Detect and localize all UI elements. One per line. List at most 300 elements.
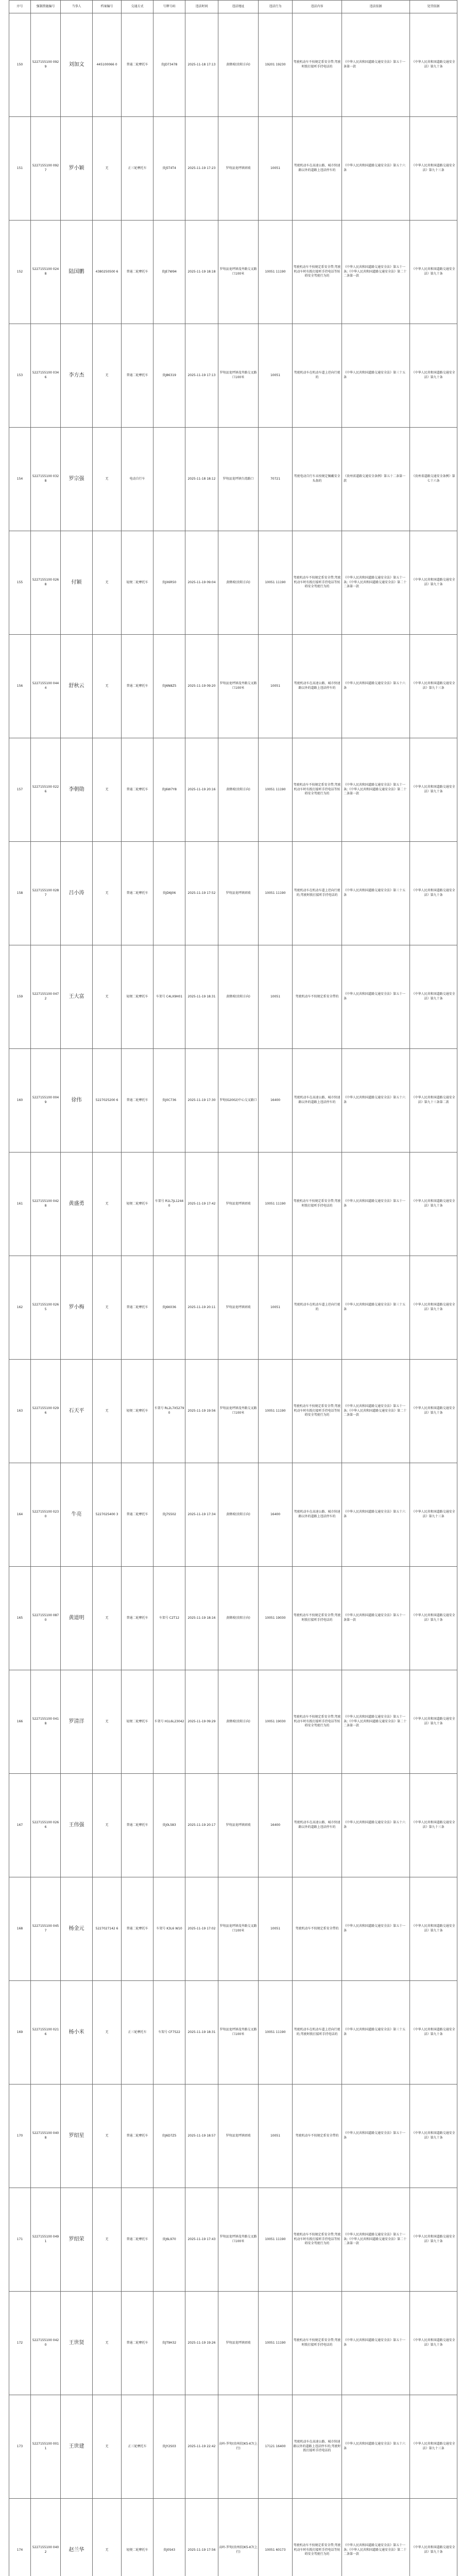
cell-legal-basis: 《中华人民共和国道路交通安全法》第五十一条;《中华人民共和国道路交通安全法》第二十二条第一款	[342, 531, 410, 635]
cell-plate: 贵J7S502	[153, 1463, 185, 1567]
cell-violation-content: 驾驶机动车在机动车道上逆向行驶的;驾驶时拨打接听手持电话的	[293, 842, 342, 945]
cell-place: 罗甸(G2002)中心交叉路口	[218, 1049, 259, 1153]
cell-legal-basis: 《中华人民共和国道路交通安全法》第五十一条第一款	[342, 1567, 410, 1670]
cell-certificate-no: 5227155100 0444	[31, 635, 61, 738]
cell-file-no: 无	[93, 1153, 122, 1256]
cell-violation-content: 驾驶机动车在高速公路、城市快速路以外的道路上违法停车的	[293, 1774, 342, 1877]
cell-legal-basis: 《中华人民共和国道路交通安全法》第五十一条;《中华人民共和国道路交通安全法》第二十二条第一款	[342, 221, 410, 324]
cell-party: 刘加文	[61, 13, 93, 117]
cell-time: 2025-11-19 19:26	[185, 2292, 218, 2395]
cell-place: 黄蜂坡(贵阳方向)	[218, 1463, 259, 1567]
cell-serial: 171	[9, 2188, 31, 2292]
cell-time: 2025-11-19 18:31	[185, 945, 218, 1049]
cell-place: 罗甸县龙坪镇茂井路交叉路口100米	[218, 324, 259, 428]
table-row	[9, 531, 457, 635]
cell-legal-basis: 《中华人民共和国道路交通安全法》第五十六条	[342, 635, 410, 738]
cell-certificate-no: 5227155100 0296	[31, 1360, 61, 1463]
cell-legal-basis: 《中华人民共和国道路交通安全法》第五十一条;《中华人民共和国道路交通安全法》第二十二条第一款	[342, 738, 410, 842]
cell-certificate-no: 5227155100 0248	[31, 221, 61, 324]
cell-violation-content: 驾驶机动车在高速公路、城市快速路以外的道路上违法停车的	[293, 1049, 342, 1153]
cell-certificate-no: 5227155100 0428	[31, 1153, 61, 1256]
cell-place: 罗甸县龙坪镇茂井路交叉路口100米	[218, 2188, 259, 2292]
cell-party: 王大富	[61, 945, 93, 1049]
cell-time: 2025-11-19 19:56	[185, 1360, 218, 1463]
header-time: 违法时间	[185, 1, 218, 13]
cell-vehicle-type: 普通二轮摩托车	[122, 1256, 153, 1360]
cell-vehicle-type: 普通二轮摩托车	[122, 1774, 153, 1877]
cell-plate: 贵J0S43	[153, 2499, 185, 2576]
cell-certificate-no: 5227155100 0929	[31, 13, 61, 117]
table-row	[9, 1670, 457, 1774]
cell-violation-code: 10051 11190	[259, 842, 293, 945]
cell-legal-basis: 《中华人民共和国道路交通安全法》第五十一条;《中华人民共和国道路交通安全法》第二十二条第一款	[342, 1360, 410, 1463]
cell-party: 付颖	[61, 531, 93, 635]
cell-serial: 150	[9, 13, 31, 117]
cell-file-no: 无	[93, 1256, 122, 1360]
cell-violation-code: 10051 11190	[259, 1981, 293, 2084]
table-row	[9, 2084, 457, 2188]
cell-file-no: 无	[93, 324, 122, 428]
cell-serial: 157	[9, 738, 31, 842]
cell-plate: 车架号 H1L6L23042	[153, 1670, 185, 1774]
cell-party: 罗小梅	[61, 1256, 93, 1360]
cell-plate: 贵J6K036	[153, 1256, 185, 1360]
cell-serial: 159	[9, 945, 31, 1049]
cell-plate: 贵J0C736	[153, 1049, 185, 1153]
table-row	[9, 13, 457, 117]
cell-penalty-basis: 《中华人民共和国道路交通安全法》第九十条	[410, 945, 457, 1049]
cell-party: 陆国鹏	[61, 221, 93, 324]
cell-place: 黄蜂坡(贵阳方向)	[218, 1567, 259, 1670]
cell-violation-code: 10051 11190	[259, 2188, 293, 2292]
cell-plate: 车架号 RL2L7X52790	[153, 1360, 185, 1463]
header-serial: 序号	[9, 1, 31, 13]
cell-vehicle-type: 电动自行车	[122, 428, 153, 531]
table-row	[9, 1774, 457, 1877]
cell-vehicle-type: 普通二轮摩托车	[122, 1463, 153, 1567]
cell-vehicle-type: 普通二轮摩托车	[122, 13, 153, 117]
cell-vehicle-type: 普通二轮摩托车	[122, 2084, 153, 2188]
cell-penalty-basis: 《中华人民共和国道路交通安全法》第九十条	[410, 2084, 457, 2188]
cell-certificate-no: 5227155100 0927	[31, 117, 61, 221]
cell-time: 2025-11-19 22:42	[185, 2395, 218, 2499]
cell-serial: 154	[9, 428, 31, 531]
cell-legal-basis: 《中华人民共和国道路交通安全法》第五十一条	[342, 1877, 410, 1981]
cell-place: 罗甸县龙坪镇团坡	[218, 117, 259, 221]
cell-vehicle-type: 普通二轮摩托车	[122, 2188, 153, 2292]
header-violation-content: 违法内容	[293, 1, 342, 13]
cell-party: 王世贤	[61, 2292, 93, 2395]
cell-penalty-basis: 《中华人民共和国道路交通安全法》第九十三条	[410, 2395, 457, 2499]
header-legal-basis: 违法依据	[342, 1, 410, 13]
cell-legal-basis: 《中华人民共和国道路交通安全法》第五十六条	[342, 2395, 410, 2499]
cell-vehicle-type: 轻便二轮摩托车	[122, 531, 153, 635]
cell-penalty-basis: 《中华人民共和国道路交通安全法》第九十条	[410, 324, 457, 428]
cell-violation-code: 10051 11190	[259, 221, 293, 324]
table-row	[9, 1360, 457, 1463]
cell-place: 罗甸县龙坪镇茂井路交叉路口100米	[218, 1877, 259, 1981]
cell-legal-basis: 《中华人民共和国道路交通安全法》第五十六条	[342, 1774, 410, 1877]
cell-penalty-basis: 《中华人民共和国道路交通安全法》第九十条	[410, 738, 457, 842]
cell-certificate-no: 5227155100 0408	[31, 2084, 61, 2188]
cell-vehicle-type: 轻便二轮摩托车	[122, 1153, 153, 1256]
cell-plate: 车架号 C2T12	[153, 1567, 185, 1670]
cell-place: 黄蜂坡(贵阳方向)	[218, 1670, 259, 1774]
cell-place: 罗甸县龙坪镇团坡	[218, 1256, 259, 1360]
cell-violation-content: 驾驶机动车在高速公路、城市快速路以外的道路上违法停车的;驾驶时拨打接听手持电话的	[293, 2395, 342, 2499]
cell-serial: 168	[9, 1877, 31, 1981]
cell-plate: 贵J0L583	[153, 1774, 185, 1877]
cell-violation-content: 驾驶电动自行车未按规定佩戴安全头盔的	[293, 428, 342, 531]
cell-plate: 贵J6D7Z5	[153, 2084, 185, 2188]
cell-file-no: 无	[93, 2084, 122, 2188]
cell-vehicle-type: 正三轮摩托车	[122, 1981, 153, 2084]
table-row	[9, 221, 457, 324]
cell-plate: 贵JX6R50	[153, 531, 185, 635]
cell-legal-basis: 《中华人民共和国道路交通安全法》第五十六条	[342, 1049, 410, 1153]
cell-vehicle-type: 普通二轮摩托车	[122, 1567, 153, 1670]
table-row	[9, 1256, 457, 1360]
cell-certificate-no: 5227155100 0420	[31, 2292, 61, 2395]
cell-file-no: 无	[93, 2292, 122, 2395]
cell-violation-code: 10051 11190	[259, 1360, 293, 1463]
cell-time: 2025-11-19 18:31	[185, 1981, 218, 2084]
cell-place: 罗甸县龙坪镇茂井路交叉路口100米	[218, 635, 259, 738]
cell-place: 高岭-罗甸(贵州段)K5-K7(上行)	[218, 2499, 259, 2576]
cell-place: 高岭-罗甸(贵州段)K5-K7(上行)	[218, 2395, 259, 2499]
cell-certificate-no: 5227155100 0265	[31, 1256, 61, 1360]
cell-violation-content: 驾驶机动车不按规定系安全带的	[293, 2084, 342, 2188]
cell-violation-code: 10051	[259, 2084, 293, 2188]
table-row	[9, 1981, 457, 2084]
cell-certificate-no: 5227155100 0328	[31, 428, 61, 531]
cell-penalty-basis: 《中华人民共和国道路交通安全法》第九十条	[410, 13, 457, 117]
cell-plate: 贵J86319	[153, 324, 185, 428]
cell-place: 罗甸县龙坪镇茂井路交叉路口100米	[218, 1360, 259, 1463]
cell-legal-basis: 《中华人民共和国道路交通安全法》第五十一条;《中华人民共和国道路交通安全法》第二十二条第一款	[342, 1670, 410, 1774]
cell-violation-code: 19201 19230	[259, 13, 293, 117]
cell-place: 黄蜂坡(贵阳方向)	[218, 738, 259, 842]
cell-place: 罗甸县龙坪镇团坡	[218, 1153, 259, 1256]
header-penalty-basis: 处罚依据	[410, 1, 457, 13]
cell-plate: 贵JT9H32	[153, 2292, 185, 2395]
cell-certificate-no: 5227155100 0402	[31, 2499, 61, 2576]
cell-serial: 173	[9, 2395, 31, 2499]
cell-penalty-basis: 《中华人民共和国道路交通安全法》第九十三条第二款	[410, 1049, 457, 1153]
cell-violation-content: 驾驶机动车不按规定系安全带;驾驶时拨打接听手持电话的	[293, 1153, 342, 1256]
cell-penalty-basis: 《中华人民共和国道路交通安全法》第九十条	[410, 1567, 457, 1670]
cell-penalty-basis: 《中华人民共和国道路交通安全法》第九十三条	[410, 1774, 457, 1877]
cell-time: 2025-11-18 17:13	[185, 13, 218, 117]
cell-legal-basis: 《中华人民共和国道路交通安全法》第五十六条	[342, 117, 410, 221]
cell-plate: 车架号 C4LX9H01	[153, 945, 185, 1049]
cell-file-no: 5227025400 3	[93, 1463, 122, 1567]
cell-certificate-no: 5227155100 0226	[31, 738, 61, 842]
cell-time: 2025-11-19 09:20	[185, 635, 218, 738]
cell-serial: 151	[9, 117, 31, 221]
cell-serial: 164	[9, 1463, 31, 1567]
cell-certificate-no: 5227155100 0472	[31, 945, 61, 1049]
table-row	[9, 2499, 457, 2576]
cell-violation-content: 驾驶机动车在高速公路、城市快速路以外的道路上违法停车的	[293, 635, 342, 738]
cell-legal-basis: 《中华人民共和国道路交通安全法》第五十一条第一款	[342, 13, 410, 117]
cell-violation-code: 10051	[259, 945, 293, 1049]
cell-plate: 贵J6N8Z5	[153, 635, 185, 738]
cell-violation-content: 驾驶机动车不按规定系安全带;驾驶机动车时有拨打接听手持电话等妨碍安全驾驶行为的	[293, 531, 342, 635]
header-violation-code: 违法行为	[259, 1, 293, 13]
cell-party: 舒秋云	[61, 635, 93, 738]
cell-serial: 167	[9, 1774, 31, 1877]
cell-violation-code: 70721	[259, 428, 293, 531]
cell-violation-content: 驾驶机动车在机动车道上逆向行驶的	[293, 324, 342, 428]
cell-party: 徐伟	[61, 1049, 93, 1153]
cell-place: 罗甸县龙坪镇团坡	[218, 1774, 259, 1877]
cell-penalty-basis: 《中华人民共和国道路交通安全法》第九十三条	[410, 1463, 457, 1567]
cell-file-no: 无	[93, 1567, 122, 1670]
cell-penalty-basis: 《中华人民共和国道路交通安全法》第九十三条	[410, 117, 457, 221]
cell-violation-code: 10051 11190	[259, 1153, 293, 1256]
cell-penalty-basis: 《中华人民共和国道路交通安全法》第九十条	[410, 1670, 457, 1774]
cell-penalty-basis: 《中华人民共和国道路交通安全法》第九十条	[410, 1877, 457, 1981]
cell-serial: 174	[9, 2499, 31, 2576]
cell-violation-code: 10051 19030	[259, 1670, 293, 1774]
cell-serial: 153	[9, 324, 31, 428]
cell-violation-content: 驾驶机动车不按规定系安全带;驾驶时拨打接听手持电话的	[293, 1567, 342, 1670]
cell-place: 黄蜂坡(贵阳方向)	[218, 531, 259, 635]
cell-legal-basis: 《中华人民共和国道路交通安全法》第五十一条;《中华人民共和国道路交通安全法》第二十二条第一款	[342, 2499, 410, 2576]
cell-vehicle-type: 普通二轮摩托车	[122, 324, 153, 428]
cell-certificate-no: 5227155100 0216	[31, 1981, 61, 2084]
cell-violation-content: 驾驶机动车不按规定系安全带;驾驶机动车时有拨打接听手持电话等妨碍安全驾驶行为的	[293, 738, 342, 842]
cell-vehicle-type: 普通二轮摩托车	[122, 842, 153, 945]
cell-serial: 152	[9, 221, 31, 324]
cell-certificate-no: 5227155100 0457	[31, 1877, 61, 1981]
cell-legal-basis: 《中华人民共和国道路交通安全法》第三十五条	[342, 1256, 410, 1360]
cell-plate: 车架号 R1L7JL12440	[153, 1153, 185, 1256]
cell-legal-basis: 《中华人民共和国道路交通安全法》第五十一条	[342, 2084, 410, 2188]
cell-violation-code: 10051 60173	[259, 2499, 293, 2576]
cell-party: 杨金元	[61, 1877, 93, 1981]
table-row	[9, 1463, 457, 1567]
table-row	[9, 1153, 457, 1256]
cell-time: 2025-11-19 18:18	[185, 221, 218, 324]
cell-legal-basis: 《中华人民共和国道路交通安全法》第五十一条;《中华人民共和国道路交通安全法》第二十二条第一款	[342, 2188, 410, 2292]
cell-violation-content: 驾驶机动车在机动车道上逆向行驶的	[293, 1256, 342, 1360]
cell-party: 李方杰	[61, 324, 93, 428]
cell-file-no: 5227027142 6	[93, 1877, 122, 1981]
cell-certificate-no: 5227155100 0418	[31, 1670, 61, 1774]
header-party: 当事人	[61, 1, 93, 13]
cell-violation-code: 16400	[259, 1774, 293, 1877]
cell-file-no: 无	[93, 1670, 122, 1774]
cell-violation-code: 10051 11190	[259, 2292, 293, 2395]
cell-violation-content: 驾驶机动车不按规定系安全带;驾驶时拨打接听手持电话的	[293, 13, 342, 117]
cell-plate: 贵JD73478	[153, 13, 185, 117]
table-row	[9, 945, 457, 1049]
cell-violation-content: 驾驶机动车不按规定系安全带;驾驶机动车时有拨打接听手持电话等妨碍安全驾驶行为的	[293, 2499, 342, 2576]
cell-file-no: 无	[93, 531, 122, 635]
cell-file-no: 无	[93, 2395, 122, 2499]
cell-vehicle-type: 普通二轮摩托车	[122, 2292, 153, 2395]
table-row	[9, 842, 457, 945]
cell-file-no: 4380250500 6	[93, 221, 122, 324]
cell-vehicle-type: 普通二轮摩托车	[122, 635, 153, 738]
cell-certificate-no: 5227155100 0346	[31, 324, 61, 428]
cell-party: 罗宗强	[61, 428, 93, 531]
cell-certificate-no: 5227155100 0491	[31, 2188, 61, 2292]
header-vehicle-type: 交通方式	[122, 1, 153, 13]
cell-time: 2025-11-19 18:16	[185, 1567, 218, 1670]
cell-party: 吕小涛	[61, 842, 93, 945]
cell-serial: 160	[9, 1049, 31, 1153]
cell-penalty-basis: 《中华人民共和国道路交通安全法》第九十条	[410, 1153, 457, 1256]
header-certificate-no: 强制措施编号	[31, 1, 61, 13]
cell-serial: 161	[9, 1153, 31, 1256]
cell-violation-code: 10051	[259, 117, 293, 221]
cell-party: 牛亮	[61, 1463, 93, 1567]
cell-penalty-basis: 《中华人民共和国道路交通安全法》第九十条	[410, 2499, 457, 2576]
cell-certificate-no: 5227155100 0268	[31, 531, 61, 635]
cell-legal-basis: 《中华人民共和国道路交通安全法》第三十五条	[342, 324, 410, 428]
cell-serial: 158	[9, 842, 31, 945]
cell-plate	[153, 428, 185, 531]
cell-time: 2025-11-19 17:42	[185, 1153, 218, 1256]
cell-violation-content: 驾驶机动车不按规定系安全带;驾驶时拨打接听手持电话的	[293, 2292, 342, 2395]
cell-violation-content: 驾驶机动车不按规定系安全带;驾驶机动车时有拨打接听手持电话等妨碍安全驾驶行为的	[293, 1670, 342, 1774]
cell-violation-content: 驾驶机动车在高速公路、城市快速路以外的道路上违法停车的	[293, 117, 342, 221]
cell-violation-content: 驾驶机动车在高速公路、城市快速路以外的道路上违法停车的	[293, 1463, 342, 1567]
table-body	[9, 13, 457, 2576]
cell-certificate-no: 5227155100 0870	[31, 1567, 61, 1670]
cell-penalty-basis: 《贵州省道路交通安全条例》第七十六条	[410, 428, 457, 531]
cell-vehicle-type: 普通二轮摩托车	[122, 738, 153, 842]
cell-time: 2025-11-19 17:34	[185, 1463, 218, 1567]
table-header-row	[9, 1, 457, 13]
table-row	[9, 2395, 457, 2499]
cell-vehicle-type: 轻便二轮摩托车	[122, 1670, 153, 1774]
cell-penalty-basis: 《中华人民共和国道路交通安全法》第九十条	[410, 531, 457, 635]
cell-time: 2025-11-19 17:13	[185, 324, 218, 428]
cell-place: 罗甸县龙坪镇团坡	[218, 2084, 259, 2188]
cell-serial: 166	[9, 1670, 31, 1774]
cell-legal-basis: 《中华人民共和国道路交通安全法》第三十五条	[342, 842, 410, 945]
cell-violation-code: 16400	[259, 1049, 293, 1153]
cell-file-no: 无	[93, 1360, 122, 1463]
cell-serial: 163	[9, 1360, 31, 1463]
cell-penalty-basis: 《中华人民共和国道路交通安全法》第九十条	[410, 1256, 457, 1360]
cell-time: 2025-11-19 17:23	[185, 117, 218, 221]
cell-serial: 169	[9, 1981, 31, 2084]
table-row	[9, 117, 457, 221]
cell-party: 黄道明	[61, 1567, 93, 1670]
cell-vehicle-type: 轻便二轮摩托车	[122, 945, 153, 1049]
cell-violation-content: 驾驶机动车不按规定系安全带;驾驶机动车时有拨打接听手持电话等妨碍安全驾驶行为的	[293, 1360, 342, 1463]
cell-vehicle-type: 正三轮摩托车	[122, 2395, 153, 2499]
cell-violation-code: 10051 19030	[259, 1567, 293, 1670]
cell-party: 石天平	[61, 1360, 93, 1463]
table-row	[9, 2292, 457, 2395]
cell-plate: 贵JE7W94	[153, 221, 185, 324]
cell-party: 黄盛勇	[61, 1153, 93, 1256]
cell-legal-basis: 《贵州省道路交通安全条例》第五十二条第一款	[342, 428, 410, 531]
cell-place: 罗甸县龙坪镇茂井路交叉路口100米	[218, 221, 259, 324]
cell-file-no: 无	[93, 842, 122, 945]
cell-penalty-basis: 《中华人民共和国道路交通安全法》第九十条	[410, 1360, 457, 1463]
cell-party: 赵兰华	[61, 2499, 93, 2576]
cell-penalty-basis: 《中华人民共和国道路交通安全法》第九十三条	[410, 635, 457, 738]
header-plate: 号牌号码	[153, 1, 185, 13]
cell-violation-content: 驾驶机动车不按规定系安全带;驾驶机动车时有拨打接听手持电话等妨碍安全驾驶行为的	[293, 221, 342, 324]
cell-legal-basis: 《中华人民共和国道路交通安全法》第三十五条	[342, 1981, 410, 2084]
cell-violation-code: 16400	[259, 1463, 293, 1567]
cell-certificate-no: 5227155100 0287	[31, 842, 61, 945]
cell-violation-content: 驾驶机动车在机动车道上逆向行驶的;驾驶时拨打接听手持电话的	[293, 1981, 342, 2084]
cell-penalty-basis: 《中华人民共和国道路交通安全法》第九十条	[410, 221, 457, 324]
cell-legal-basis: 《中华人民共和国道路交通安全法》第五十一条	[342, 945, 410, 1049]
cell-vehicle-type: 普通二轮摩托车	[122, 1049, 153, 1153]
cell-file-no: 无	[93, 1981, 122, 2084]
table-row	[9, 738, 457, 842]
cell-time: 2025-11-19 20:17	[185, 1774, 218, 1877]
cell-vehicle-type: 轻便二轮摩托车	[122, 1360, 153, 1463]
cell-time: 2025-11-19 17:30	[185, 1049, 218, 1153]
cell-party: 罗绍荣	[61, 2188, 93, 2292]
cell-violation-content: 驾驶机动车不按规定系安全带的	[293, 1877, 342, 1981]
cell-legal-basis: 《中华人民共和国道路交通安全法》第五十六条	[342, 1463, 410, 1567]
cell-party: 王世建	[61, 2395, 93, 2499]
cell-party: 罗绍星	[61, 2084, 93, 2188]
cell-vehicle-type: 普通二轮摩托车	[122, 221, 153, 324]
cell-place: 罗甸县龙坪镇团坡	[218, 2292, 259, 2395]
cell-plate: 贵JD6J06	[153, 842, 185, 945]
cell-party: 罗小颖	[61, 117, 93, 221]
cell-penalty-basis: 《中华人民共和国道路交通安全法》第九十条	[410, 1981, 457, 2084]
cell-plate: 车架号 CF7522	[153, 1981, 185, 2084]
cell-violation-code: 10051	[259, 635, 293, 738]
cell-place: 黄蜂坡(贵阳方向)	[218, 945, 259, 1049]
cell-time: 2025-11-19 09:29	[185, 1670, 218, 1774]
cell-penalty-basis: 《中华人民共和国道路交通安全法》第九十条	[410, 2188, 457, 2292]
cell-party: 李朝勋	[61, 738, 93, 842]
cell-time: 2025-11-19 09:04	[185, 531, 218, 635]
cell-party: 王伟强	[61, 1774, 93, 1877]
cell-time: 2025-11-19 20:11	[185, 1256, 218, 1360]
cell-violation-code: 17121 16400	[259, 2395, 293, 2499]
cell-vehicle-type: 普通二轮摩托车	[122, 1877, 153, 1981]
cell-place: 罗甸县龙坪镇茂井路交叉路口100米	[218, 1981, 259, 2084]
table-row	[9, 428, 457, 531]
cell-party: 杨小米	[61, 1981, 93, 2084]
cell-certificate-no: 5227155100 0011	[31, 2395, 61, 2499]
cell-violation-code: 10051	[259, 1877, 293, 1981]
cell-plate: 贵J5T4T4	[153, 117, 185, 221]
cell-time: 2025-11-18 18:12	[185, 428, 218, 531]
table-row	[9, 1877, 457, 1981]
cell-file-no: 无	[93, 738, 122, 842]
cell-penalty-basis: 《中华人民共和国道路交通安全法》第九十条	[410, 2292, 457, 2395]
cell-certificate-no: 5227155100 0049	[31, 1049, 61, 1153]
cell-vehicle-type: 轻便二轮摩托车	[122, 2499, 153, 2576]
table-row	[9, 1567, 457, 1670]
cell-violation-code: 10051 11190	[259, 531, 293, 635]
cell-penalty-basis: 《中华人民共和国道路交通安全法》第九十条	[410, 842, 457, 945]
cell-time: 2025-11-19 18:57	[185, 2084, 218, 2188]
cell-serial: 162	[9, 1256, 31, 1360]
cell-time: 2025-11-19 17:52	[185, 842, 218, 945]
header-file-no: 档案编号	[93, 1, 122, 13]
cell-serial: 156	[9, 635, 31, 738]
cell-file-no: 无	[93, 2188, 122, 2292]
